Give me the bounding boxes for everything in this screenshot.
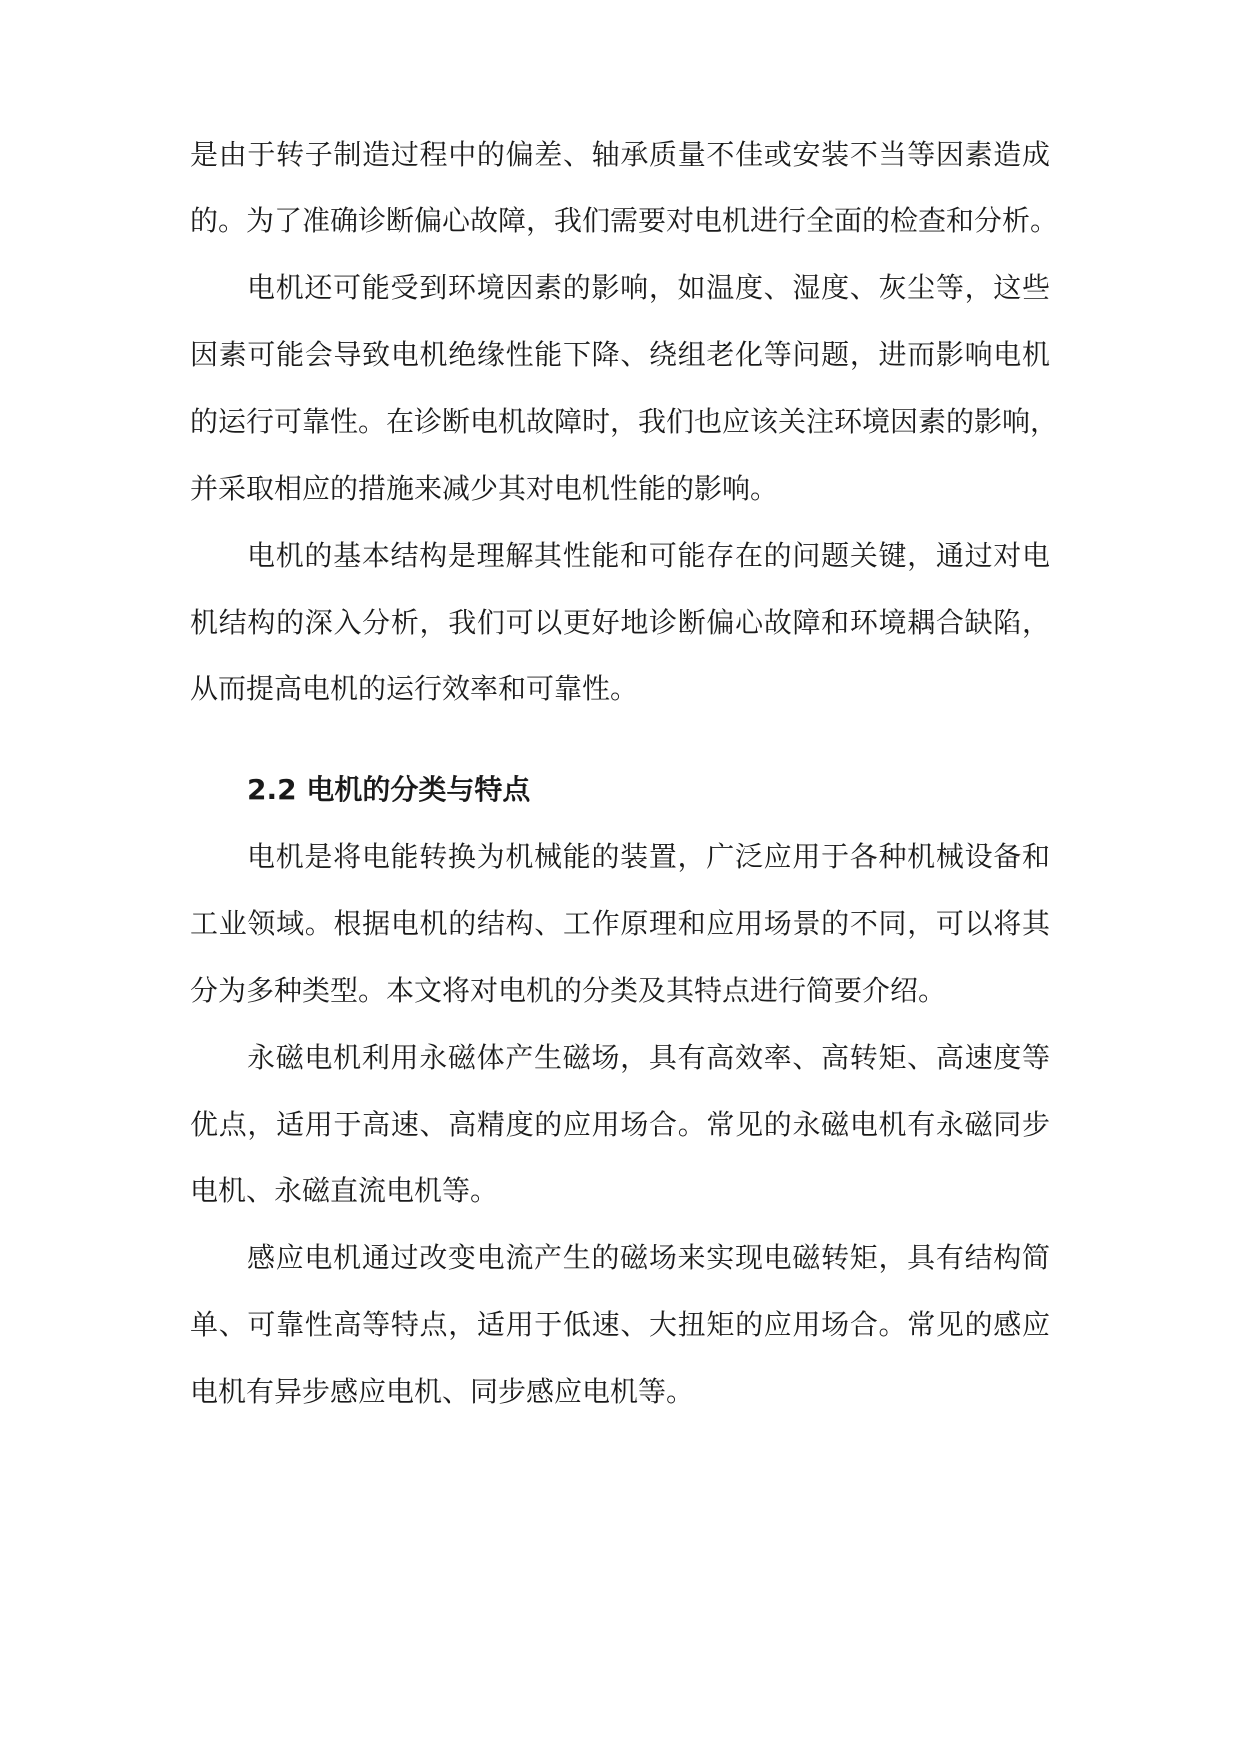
paragraph-line: 永磁电机利用永磁体产生磁场，具有高效率、高转矩、高速度等 xyxy=(247,1041,1050,1074)
paragraph-line: 电机的基本结构是理解其性能和可能存在的问题关键，通过对电 xyxy=(247,539,1050,572)
paragraph-line: 分为多种类型。本文将对电机的分类及其特点进行简要介绍。 xyxy=(190,974,947,1007)
paragraph-line: 工业领域。根据电机的结构、工作原理和应用场景的不同，可以将其 xyxy=(190,907,1050,940)
paragraph-line: 的运行可靠性。在诊断电机故障时，我们也应该关注环境因素的影响， xyxy=(190,405,1059,438)
paragraph-line: 电机有异步感应电机、同步感应电机等。 xyxy=(190,1375,695,1408)
paragraph-line: 单、可靠性高等特点，适用于低速、大扭矩的应用场合。常见的感应 xyxy=(190,1308,1050,1341)
paragraph-line: 感应电机通过改变电流产生的磁场来实现电磁转矩，具有结构简 xyxy=(247,1241,1050,1274)
paragraph-line: 电机还可能受到环境因素的影响，如温度、湿度、灰尘等，这些 xyxy=(247,271,1050,304)
section-heading: 2.2 电机的分类与特点 xyxy=(247,773,531,806)
paragraph-line: 电机、永磁直流电机等。 xyxy=(190,1174,499,1207)
paragraph-line: 的。为了准确诊断偏心故障，我们需要对电机进行全面的检查和分析。 xyxy=(190,204,1059,237)
paragraph-line: 并采取相应的措施来减少其对电机性能的影响。 xyxy=(190,472,779,505)
paragraph-line: 是由于转子制造过程中的偏差、轴承质量不佳或安装不当等因素造成 xyxy=(190,138,1050,171)
paragraph-line: 从而提高电机的运行效率和可靠性。 xyxy=(190,672,639,705)
paragraph-line: 机结构的深入分析，我们可以更好地诊断偏心故障和环境耦合缺陷， xyxy=(190,606,1050,639)
paragraph-line: 电机是将电能转换为机械能的装置，广泛应用于各种机械设备和 xyxy=(247,840,1050,873)
paragraph-line: 因素可能会导致电机绝缘性能下降、绕组老化等问题，进而影响电机 xyxy=(190,338,1050,371)
paragraph-line: 优点，适用于高速、高精度的应用场合。常见的永磁电机有永磁同步 xyxy=(190,1108,1050,1141)
